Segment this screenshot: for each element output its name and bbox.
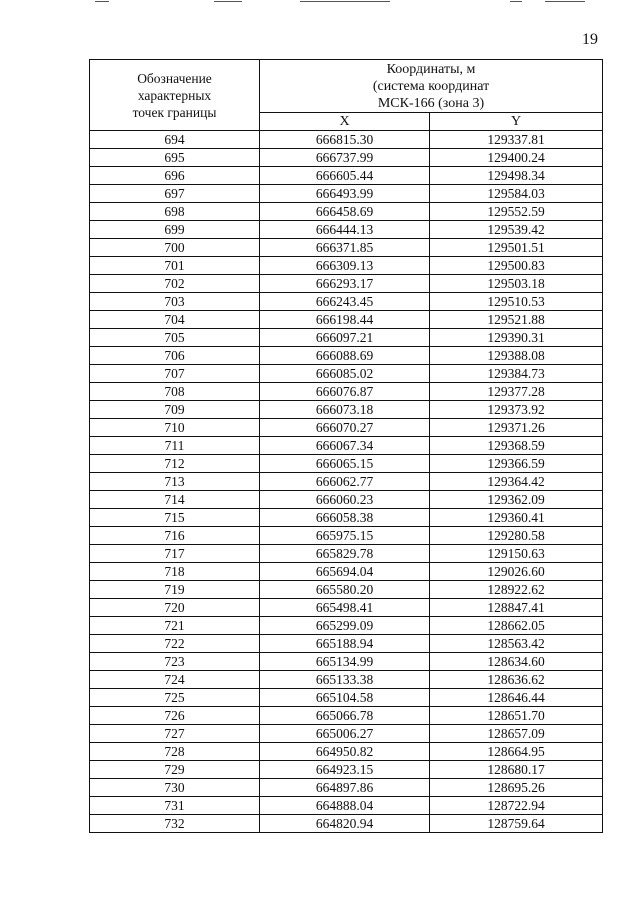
table-row (90, 185, 603, 203)
point-id-cell: 730 (90, 779, 260, 797)
x-coordinate-cell: 666243.45 (260, 293, 430, 311)
y-coordinate-cell: 128646.44 (430, 689, 603, 707)
table-row (90, 131, 603, 149)
x-coordinate-cell: 665006.27 (260, 725, 430, 743)
x-coordinate-cell: 666293.17 (260, 275, 430, 293)
table-row (90, 761, 603, 779)
x-coordinate-cell: 665694.04 (260, 563, 430, 581)
x-coordinate-cell: 666097.21 (260, 329, 430, 347)
table-row (90, 275, 603, 293)
point-id-cell: 726 (90, 707, 260, 725)
table-row (90, 149, 603, 167)
point-id-cell: 694 (90, 131, 260, 149)
x-coordinate-cell: 665975.15 (260, 527, 430, 545)
x-coordinate-cell: 666371.85 (260, 239, 430, 257)
table-row (90, 383, 603, 401)
point-id-cell: 707 (90, 365, 260, 383)
table-row (90, 311, 603, 329)
table-row (90, 545, 603, 563)
y-coordinate-cell: 129377.28 (430, 383, 603, 401)
table-row (90, 293, 603, 311)
x-coordinate-cell: 664897.86 (260, 779, 430, 797)
table-row (90, 527, 603, 545)
y-coordinate-cell: 129501.51 (430, 239, 603, 257)
x-coordinate-cell: 665299.09 (260, 617, 430, 635)
y-coordinate-cell: 129371.26 (430, 419, 603, 437)
y-coordinate-cell: 129373.92 (430, 401, 603, 419)
y-coordinate-cell: 128664.95 (430, 743, 603, 761)
y-coordinate-cell: 128636.62 (430, 671, 603, 689)
table-row (90, 743, 603, 761)
x-coordinate-cell: 665133.38 (260, 671, 430, 689)
y-coordinate-cell: 129539.42 (430, 221, 603, 239)
y-coordinate-cell: 128695.26 (430, 779, 603, 797)
y-coordinate-cell: 128634.60 (430, 653, 603, 671)
point-id-cell: 709 (90, 401, 260, 419)
table-row (90, 167, 603, 185)
y-coordinate-cell: 129362.09 (430, 491, 603, 509)
y-coordinate-cell: 129521.88 (430, 311, 603, 329)
point-id-cell: 708 (90, 383, 260, 401)
x-coordinate-cell: 666076.87 (260, 383, 430, 401)
table-row (90, 581, 603, 599)
table-row (90, 473, 603, 491)
x-coordinate-cell: 665829.78 (260, 545, 430, 563)
point-id-cell: 716 (90, 527, 260, 545)
point-header-line: Обозначение (137, 70, 212, 86)
point-id-cell: 696 (90, 167, 260, 185)
coordinates-table (89, 59, 603, 833)
point-id-cell: 710 (90, 419, 260, 437)
x-coordinate-cell: 666067.34 (260, 437, 430, 455)
point-id-cell: 721 (90, 617, 260, 635)
point-id-cell: 722 (90, 635, 260, 653)
table-row (90, 689, 603, 707)
x-coordinate-cell: 666058.38 (260, 509, 430, 527)
y-coordinate-cell: 129584.03 (430, 185, 603, 203)
x-coordinate-cell: 665580.20 (260, 581, 430, 599)
table-row (90, 797, 603, 815)
point-id-cell: 729 (90, 761, 260, 779)
x-column-header: X (260, 113, 430, 131)
y-coordinate-cell: 128680.17 (430, 761, 603, 779)
table-row (90, 203, 603, 221)
table-row (90, 635, 603, 653)
y-coordinate-cell: 129280.58 (430, 527, 603, 545)
point-id-cell: 714 (90, 491, 260, 509)
table-row (90, 599, 603, 617)
table-row (90, 671, 603, 689)
table-row (90, 455, 603, 473)
x-coordinate-cell: 666444.13 (260, 221, 430, 239)
x-coordinate-cell: 666088.69 (260, 347, 430, 365)
y-coordinate-cell: 128847.41 (430, 599, 603, 617)
point-id-cell: 700 (90, 239, 260, 257)
y-coordinate-cell: 128651.70 (430, 707, 603, 725)
x-coordinate-cell: 664950.82 (260, 743, 430, 761)
x-coordinate-cell: 666062.77 (260, 473, 430, 491)
x-coordinate-cell: 666085.02 (260, 365, 430, 383)
x-coordinate-cell: 664923.15 (260, 761, 430, 779)
y-coordinate-cell: 129026.60 (430, 563, 603, 581)
y-coordinate-cell: 129388.08 (430, 347, 603, 365)
point-id-cell: 715 (90, 509, 260, 527)
table-row (90, 257, 603, 275)
x-coordinate-cell: 666737.99 (260, 149, 430, 167)
x-coordinate-cell: 666605.44 (260, 167, 430, 185)
point-id-cell: 703 (90, 293, 260, 311)
y-coordinate-cell: 129360.41 (430, 509, 603, 527)
point-id-cell: 731 (90, 797, 260, 815)
x-coordinate-cell: 666458.69 (260, 203, 430, 221)
x-coordinate-cell: 666493.99 (260, 185, 430, 203)
table-row (90, 563, 603, 581)
y-coordinate-cell: 128922.62 (430, 581, 603, 599)
point-id-cell: 717 (90, 545, 260, 563)
table-row (90, 437, 603, 455)
point-id-cell: 697 (90, 185, 260, 203)
point-id-cell: 695 (90, 149, 260, 167)
point-id-cell: 732 (90, 815, 260, 833)
x-coordinate-cell: 666198.44 (260, 311, 430, 329)
point-id-cell: 699 (90, 221, 260, 239)
point-id-cell: 719 (90, 581, 260, 599)
y-column-header: Y (430, 113, 603, 131)
table-row (90, 491, 603, 509)
point-id-cell: 712 (90, 455, 260, 473)
x-coordinate-cell: 665498.41 (260, 599, 430, 617)
point-id-cell: 698 (90, 203, 260, 221)
y-coordinate-cell: 129366.59 (430, 455, 603, 473)
x-coordinate-cell: 665066.78 (260, 707, 430, 725)
table-row (90, 617, 603, 635)
table-row (90, 401, 603, 419)
point-header-line: точек границы (132, 104, 217, 120)
point-id-cell: 723 (90, 653, 260, 671)
table-row (90, 221, 603, 239)
table-body (90, 131, 603, 833)
point-id-cell: 713 (90, 473, 260, 491)
y-coordinate-cell: 129510.53 (430, 293, 603, 311)
table-row (90, 239, 603, 257)
table-row (90, 725, 603, 743)
point-id-cell: 718 (90, 563, 260, 581)
point-id-cell: 702 (90, 275, 260, 293)
point-id-cell: 724 (90, 671, 260, 689)
y-coordinate-cell: 129368.59 (430, 437, 603, 455)
point-id-cell: 720 (90, 599, 260, 617)
x-coordinate-cell: 666060.23 (260, 491, 430, 509)
y-coordinate-cell: 129384.73 (430, 365, 603, 383)
coords-header-line: МСК-166 (зона 3) (377, 95, 485, 111)
y-coordinate-cell: 129150.63 (430, 545, 603, 563)
point-id-cell: 727 (90, 725, 260, 743)
x-coordinate-cell: 665188.94 (260, 635, 430, 653)
previous-page-edge-marks (0, 0, 640, 6)
y-coordinate-cell: 129498.34 (430, 167, 603, 185)
x-coordinate-cell: 665104.58 (260, 689, 430, 707)
y-coordinate-cell: 129552.59 (430, 203, 603, 221)
x-coordinate-cell: 666065.15 (260, 455, 430, 473)
point-id-cell: 706 (90, 347, 260, 365)
x-coordinate-cell: 665134.99 (260, 653, 430, 671)
coords-header-line: Координаты, м (386, 61, 476, 77)
y-coordinate-cell: 129400.24 (430, 149, 603, 167)
point-id-cell: 725 (90, 689, 260, 707)
table-row (90, 419, 603, 437)
table-header (90, 60, 603, 131)
x-coordinate-cell: 664888.04 (260, 797, 430, 815)
y-coordinate-cell: 128722.94 (430, 797, 603, 815)
table-row (90, 707, 603, 725)
coordinates-column-header (260, 60, 603, 113)
point-column-header (90, 60, 260, 131)
x-coordinate-cell: 666073.18 (260, 401, 430, 419)
point-id-cell: 705 (90, 329, 260, 347)
y-coordinate-cell: 129390.31 (430, 329, 603, 347)
coords-header-line: (система координат (372, 78, 490, 94)
point-id-cell: 701 (90, 257, 260, 275)
y-coordinate-cell: 128657.09 (430, 725, 603, 743)
y-coordinate-cell: 128563.42 (430, 635, 603, 653)
table-row (90, 365, 603, 383)
table-row (90, 347, 603, 365)
point-id-cell: 728 (90, 743, 260, 761)
y-coordinate-cell: 129500.83 (430, 257, 603, 275)
point-header-line: характерных (137, 87, 212, 103)
y-coordinate-cell: 129503.18 (430, 275, 603, 293)
y-coordinate-cell: 129337.81 (430, 131, 603, 149)
table-row (90, 815, 603, 833)
page-number: 19 (582, 31, 598, 48)
x-coordinate-cell: 664820.94 (260, 815, 430, 833)
table-row (90, 509, 603, 527)
table-row (90, 329, 603, 347)
point-id-cell: 704 (90, 311, 260, 329)
x-coordinate-cell: 666309.13 (260, 257, 430, 275)
y-coordinate-cell: 129364.42 (430, 473, 603, 491)
x-coordinate-cell: 666070.27 (260, 419, 430, 437)
table-row (90, 653, 603, 671)
table-row (90, 779, 603, 797)
point-id-cell: 711 (90, 437, 260, 455)
x-coordinate-cell: 666815.30 (260, 131, 430, 149)
y-coordinate-cell: 128759.64 (430, 815, 603, 833)
y-coordinate-cell: 128662.05 (430, 617, 603, 635)
